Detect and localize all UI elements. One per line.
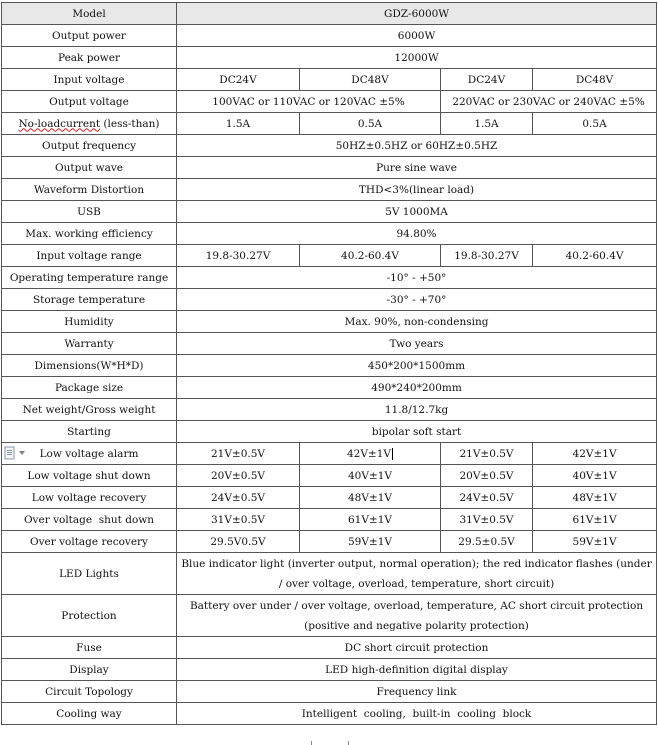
table-row <box>2 25 657 47</box>
row-label: Package size <box>2 377 177 399</box>
row-label <box>2 113 177 135</box>
row-value: 1.5A <box>441 113 533 135</box>
table-row <box>2 311 657 333</box>
row-value: 19.8-30.27V <box>441 245 533 267</box>
model-value: GDZ-6000W <box>177 3 657 25</box>
row-label: Warranty <box>2 333 177 355</box>
row-value: 0.5A <box>533 113 657 135</box>
table-row <box>2 703 657 725</box>
table-row <box>2 69 657 91</box>
table-row <box>2 659 657 681</box>
table-row <box>2 223 657 245</box>
table-row <box>2 399 657 421</box>
row-label: Low voltage alarm <box>39 447 139 460</box>
row-label: Input voltage range <box>2 245 177 267</box>
row-value: 40.2-60.4V <box>533 245 657 267</box>
row-value: 220VAC or 230VAC or 240VAC ±5% <box>441 91 657 113</box>
table-row <box>2 289 657 311</box>
row-value: bipolar soft start <box>177 421 657 443</box>
row-label-cell <box>2 443 177 465</box>
table-row <box>2 637 657 659</box>
row-value: 11.8/12.7kg <box>177 399 657 421</box>
row-value: Two years <box>177 333 657 355</box>
table-row <box>2 487 657 509</box>
table-row <box>2 113 657 135</box>
row-label: Storage temperature <box>2 289 177 311</box>
row-label: Input voltage <box>2 69 177 91</box>
table-row <box>2 201 657 223</box>
row-value: 42V±1V <box>346 447 391 460</box>
row-label: Output power <box>2 25 177 47</box>
text-cursor <box>392 448 393 460</box>
table-row <box>2 179 657 201</box>
row-value: 12000W <box>177 47 657 69</box>
row-label: Waveform Distortion <box>2 179 177 201</box>
row-value: 50HZ±0.5HZ or 60HZ±0.5HZ <box>177 135 657 157</box>
row-label: Circuit Topology <box>2 681 177 703</box>
row-value: -10° - +50° <box>177 267 657 289</box>
table-row <box>2 157 657 179</box>
row-value: 24V±0.5V <box>177 487 300 509</box>
table-row <box>2 595 657 637</box>
row-label: Model <box>2 3 177 25</box>
row-value: 31V±0.5V <box>441 509 533 531</box>
row-label: Output wave <box>2 157 177 179</box>
table-resize-marker[interactable] <box>311 741 349 745</box>
row-label: Display <box>2 659 177 681</box>
table-row <box>2 681 657 703</box>
row-value: Battery over under / over voltage, overload, temperature, AC short circuit protection (positive and negative polarity protection) <box>177 595 657 637</box>
row-value: Intelligent cooling, built-in cooling block <box>177 703 657 725</box>
row-value: 450*200*1500mm <box>177 355 657 377</box>
row-value: Frequency link <box>177 681 657 703</box>
row-label: Max. working efficiency <box>2 223 177 245</box>
row-value: 21V±0.5V <box>177 443 300 465</box>
row-label: Humidity <box>2 311 177 333</box>
row-value: 40V±1V <box>533 465 657 487</box>
row-value: 6000W <box>177 25 657 47</box>
row-value: 29.5±0.5V <box>441 531 533 553</box>
row-label: Dimensions(W*H*D) <box>2 355 177 377</box>
row-value: 19.8-30.27V <box>177 245 300 267</box>
row-value: 24V±0.5V <box>441 487 533 509</box>
row-label-suffix: (less-than) <box>100 117 160 130</box>
row-value: 21V±0.5V <box>441 443 533 465</box>
row-value: DC48V <box>533 69 657 91</box>
row-value: Pure sine wave <box>177 157 657 179</box>
table-row <box>2 509 657 531</box>
table-row <box>2 443 657 465</box>
table-row <box>2 421 657 443</box>
row-label: LED Lights <box>2 553 177 595</box>
row-value: DC short circuit protection <box>177 637 657 659</box>
spec-table <box>1 2 657 725</box>
table-row <box>2 553 657 595</box>
row-label: Fuse <box>2 637 177 659</box>
table-row <box>2 465 657 487</box>
table-row <box>2 377 657 399</box>
row-label: Operating temperature range <box>2 267 177 289</box>
row-label: Protection <box>2 595 177 637</box>
row-value: THD<3%(linear load) <box>177 179 657 201</box>
table-row <box>2 91 657 113</box>
row-value: Max. 90%, non-condensing <box>177 311 657 333</box>
row-value: 42V±1V <box>533 443 657 465</box>
table-row <box>2 333 657 355</box>
row-label: Peak power <box>2 47 177 69</box>
table-row <box>2 47 657 69</box>
row-value: 29.5V0.5V <box>177 531 300 553</box>
row-value: -30° - +70° <box>177 289 657 311</box>
row-value: 94.80% <box>177 223 657 245</box>
spellcheck-word: No-loadcurrent <box>18 117 101 130</box>
table-row <box>2 245 657 267</box>
row-value: 0.5A <box>300 113 441 135</box>
row-value: 40V±1V <box>300 465 441 487</box>
row-value: 20V±0.5V <box>177 465 300 487</box>
row-label: Low voltage recovery <box>2 487 177 509</box>
row-value: DC24V <box>177 69 300 91</box>
table-row <box>2 135 657 157</box>
row-label: Net weight/Gross weight <box>2 399 177 421</box>
row-value: 31V±0.5V <box>177 509 300 531</box>
row-value: 1.5A <box>177 113 300 135</box>
table-row <box>2 267 657 289</box>
row-value: 48V±1V <box>533 487 657 509</box>
row-label: USB <box>2 201 177 223</box>
row-label: Cooling way <box>2 703 177 725</box>
row-value: LED high-definition digital display <box>177 659 657 681</box>
row-value-active-cell[interactable] <box>300 443 441 465</box>
row-value: 490*240*200mm <box>177 377 657 399</box>
row-value: 61V±1V <box>300 509 441 531</box>
row-value: DC24V <box>441 69 533 91</box>
row-value: DC48V <box>300 69 441 91</box>
table-row <box>2 3 657 25</box>
row-value: 5V 1000MA <box>177 201 657 223</box>
paste-options-icon[interactable] <box>4 446 26 460</box>
row-label: Low voltage shut down <box>2 465 177 487</box>
row-value: Blue indicator light (inverter output, normal operation); the red indicator flashes (under / over voltage, overload, temperature, short circuit) <box>177 553 657 595</box>
row-label: Output frequency <box>2 135 177 157</box>
row-value: 40.2-60.4V <box>300 245 441 267</box>
row-label: Output voltage <box>2 91 177 113</box>
row-value: 59V±1V <box>533 531 657 553</box>
row-value: 20V±0.5V <box>441 465 533 487</box>
row-value: 48V±1V <box>300 487 441 509</box>
row-value: 59V±1V <box>300 531 441 553</box>
row-label: Over voltage recovery <box>2 531 177 553</box>
row-label: Over voltage shut down <box>2 509 177 531</box>
row-value: 100VAC or 110VAC or 120VAC ±5% <box>177 91 441 113</box>
row-label: Starting <box>2 421 177 443</box>
table-row <box>2 531 657 553</box>
row-value: 61V±1V <box>533 509 657 531</box>
table-row <box>2 355 657 377</box>
